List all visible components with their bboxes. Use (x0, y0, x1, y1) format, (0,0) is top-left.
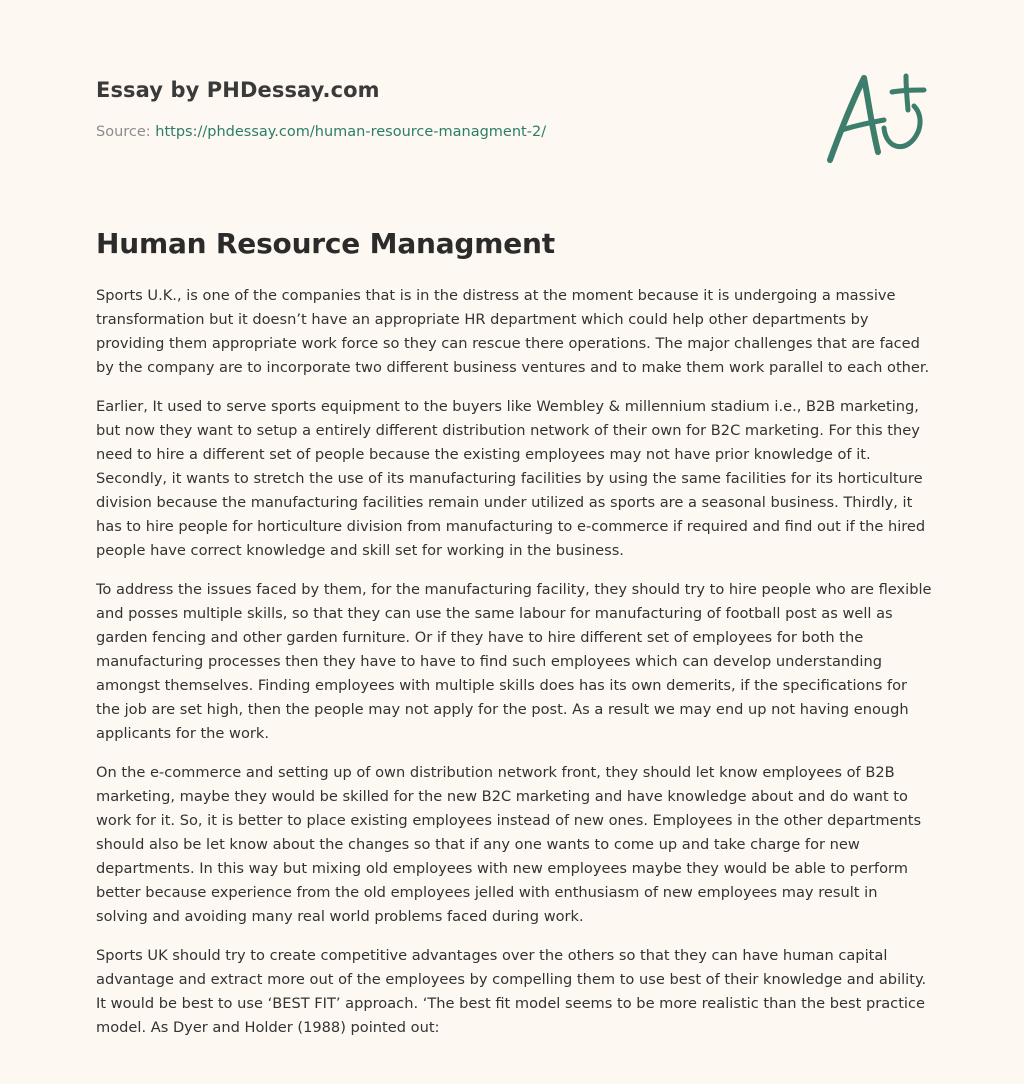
source-link[interactable]: https://phdessay.com/human-resource-managment-2/ (155, 124, 547, 140)
paragraph: Earlier, It used to serve sports equipment to the buyers like Wembley & millennium stadium i.e., B2B marketing, but now they want to setup a entirely different distribution network of their own for B2C marketing. For this they need to hire a different set of people because the existing employees may not have prior knowledge of it. Secondly, it wants to stretch the use of its manufacturing facilities by using the same facilities for its horticulture division because the manufacturing facilities remain under utilized as sports are a seasonal business. Thirdly, it has to hire people for horticulture division from manufacturing to e-commerce if required and find out if the hired people have correct knowledge and skill set for working in the business. (96, 398, 926, 559)
essay-content (96, 284, 932, 1055)
source-line (96, 122, 796, 142)
source-label: Source: (96, 124, 156, 140)
paragraph: Sports UK should try to create competitive advantages over the others so that they can have human capital advantage and extract more out of the employees by compelling them to use best of their knowledge and ability. It would be best to use ‘BEST FIT’ approach. ‘The best fit model seems to be more realistic than the best practice model. As Dyer and Holder (1988) pointed out: (96, 947, 927, 1036)
paragraph: To address the issues faced by them, for the manufacturing facility, they should try to hire people who are flexible and posses multiple skills, so that they can use the same labour for manufacturing of football post as well as garden fencing and other garden furniture. Or if they have to hire different set of employees for both the manufacturing processes then they have to have to find such employees which can develop understanding amongst themselves. Finding employees with multiple skills does has its own demerits, if the specifications for the job are set high, then the people may not apply for the post. As a result we may end up not having enough applicants for the work. (96, 581, 932, 742)
essay-header (96, 76, 796, 142)
paragraph: Sports U.K., is one of the companies that is in the distress at the moment because it is undergoing a massive transformation but it doesn’t have an appropriate HR department which could help other departments by providing them appropriate work force so they can rescue there operations. The major challenges that are faced by the company are to incorporate two different business ventures and to make them work parallel to each other. (96, 287, 930, 376)
document-title: Human Resource Managment (96, 227, 555, 260)
site-title: Essay by PHDessay.com (96, 78, 380, 102)
paragraph: On the e-commerce and setting up of own distribution network front, they should let know employees of B2B marketing, maybe they would be skilled for the new B2C marketing and have knowledge about and do want to work for it. So, it is better to place existing employees instead of new ones. Employees in the other departments should also be let know about the changes so that if any one wants to come up and take charge for new departments. In this way but mixing old employees with new employees maybe they would be able to perform better because experience from the old employees jelled with enthusiasm of new employees may result in solving and avoiding many real world problems faced during work. (96, 764, 922, 925)
a-plus-logo-icon (820, 68, 930, 168)
